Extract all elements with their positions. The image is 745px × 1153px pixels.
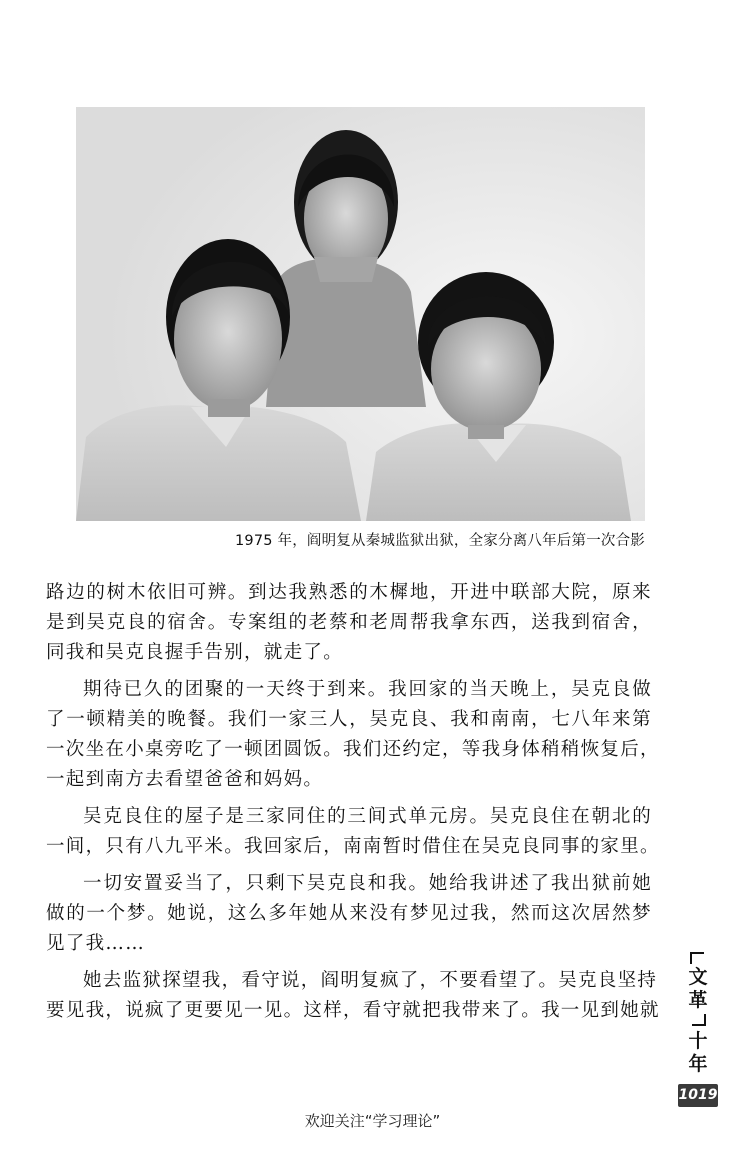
text-line: 路边的树木依旧可辨。到达我熟悉的木樨地，开进中联部大院，原来 <box>46 582 652 603</box>
text-line: 同我和吴克良握手告别，就走了。 <box>46 642 344 663</box>
family-photo <box>76 107 645 521</box>
text-line: 一起到南方去看望爸爸和妈妈。 <box>46 769 324 790</box>
text-line: 一间，只有八九平米。我回家后，南南暂时借住在吴克良同事的家里。 <box>46 836 660 857</box>
footer-note: 欢迎关注“学习理论” <box>304 1112 441 1130</box>
paragraph <box>46 578 652 668</box>
side-tab-char: 革 <box>688 989 708 1011</box>
photo-caption: 1975 年，阎明复从秦城监狱出狱，全家分离八年后第一次合影 <box>234 533 645 549</box>
text-line: 要见我，说疯了更要见一见。这样，看守就把我带来了。我一见到她就 <box>46 1000 660 1021</box>
side-tab-char: 年 <box>688 1053 708 1075</box>
body-text <box>46 578 660 1033</box>
family-photo-illustration <box>76 107 645 521</box>
text-line: 了一顿精美的晚餐。我们一家三人，吴克良、我和南南，七八年来第 <box>46 709 652 730</box>
paragraph <box>46 802 660 862</box>
text-line: 期待已久的团聚的一天终于到来。我回家的当天晚上，吴克良做 <box>83 679 652 700</box>
bracket-close-icon <box>692 1014 706 1026</box>
chapter-side-tab <box>684 952 712 1076</box>
paragraph <box>46 869 652 959</box>
page-number: 1019 <box>678 1084 718 1107</box>
text-line: 一次坐在小桌旁吃了一顿团圆饭。我们还约定，等我身体稍稍恢复后， <box>46 739 660 760</box>
text-line: 她去监狱探望我，看守说，阎明复疯了，不要看望了。吴克良坚持 <box>83 970 658 991</box>
text-line: 吴克良住的屋子是三家同住的三间式单元房。吴克良住在朝北的 <box>83 806 652 827</box>
side-tab-char: 文 <box>688 966 708 988</box>
side-tab-char: 十 <box>688 1030 708 1052</box>
text-line: 做的一个梦。她说，这么多年她从来没有梦见过我，然而这次居然梦 <box>46 903 652 924</box>
text-line: 一切安置妥当了，只剩下吴克良和我。她给我讲述了我出狱前她 <box>83 873 652 894</box>
text-line: 见了我…… <box>46 933 146 954</box>
bracket-open-icon <box>690 952 704 964</box>
paragraph <box>46 675 660 795</box>
paragraph <box>46 966 660 1026</box>
text-line: 是到吴克良的宿舍。专案组的老蔡和老周帮我拿东西，送我到宿舍， <box>46 612 652 633</box>
